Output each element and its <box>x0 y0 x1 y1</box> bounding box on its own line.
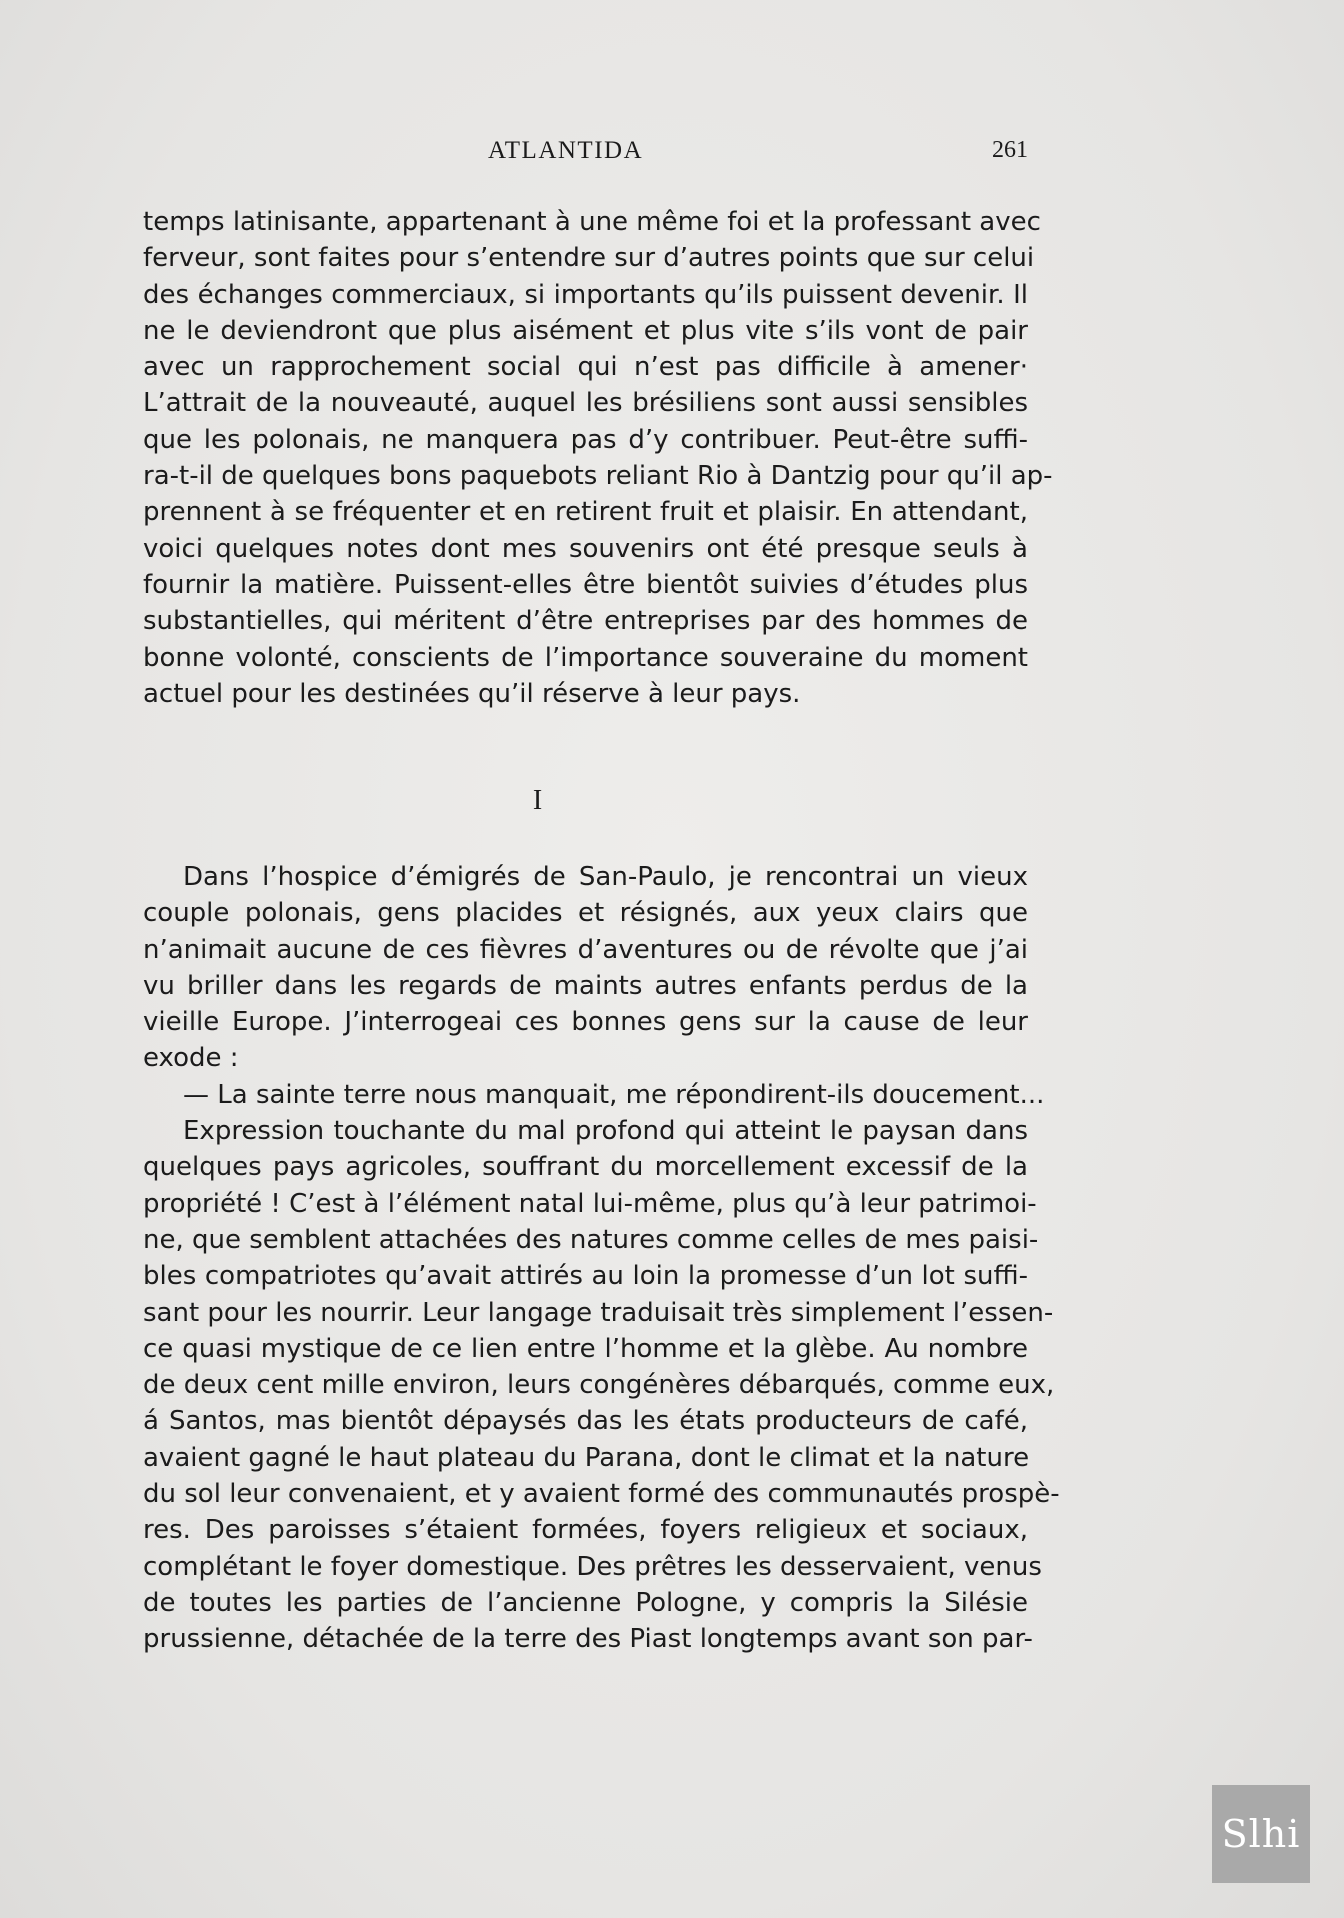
section-number: I <box>532 785 543 816</box>
text-line: ra-t-il de quelques bons paquebots reliant Rio à Dantzig pour qu’il ap- <box>143 461 1053 492</box>
text-line: quelques pays agricoles, souffrant du morcellement excessif de la <box>143 1152 1028 1183</box>
text-line: ne, que semblent attachées des natures comme celles de mes paisi- <box>143 1224 1039 1255</box>
text-line: exode : <box>143 1043 239 1074</box>
text-line: actuel pour les destinées qu’il réserve à leur pays. <box>143 678 801 709</box>
text-line: ce quasi mystique de ce lien entre l’homme et la glèbe. Au nombre <box>143 1333 1028 1364</box>
page-number: 261 <box>992 137 1028 163</box>
text-line: voici quelques notes dont mes souvenirs ont été presque seuls à <box>143 533 1028 564</box>
text-line: L’attrait de la nouveauté, auquel les brésiliens sont aussi sensibles <box>143 388 1028 419</box>
text-line: avaient gagné le haut plateau du Parana, dont le climat et la nature <box>143 1442 1030 1473</box>
text-line: des échanges commerciaux, si importants qu’ils puissent devenir. Il <box>143 279 1028 310</box>
watermark-logo: Slhi <box>1212 1785 1310 1883</box>
text-line: bles compatriotes qu’avait attirés au loin la promesse d’un lot suffi- <box>143 1261 1028 1292</box>
text-line: substantielles, qui méritent d’être entreprises par des hommes de <box>143 606 1028 637</box>
text-line: ne le deviendront que plus aisément et plus vite s’ils vont de pair <box>143 315 1028 346</box>
text-line: vu briller dans les regards de maints autres enfants perdus de la <box>143 970 1028 1001</box>
running-title: ATLANTIDA <box>488 137 644 164</box>
text-line: ferveur, sont faites pour s’entendre sur d’autres points que sur celui <box>143 243 1035 274</box>
text-line: n’animait aucune de ces fièvres d’aventures ou de révolte que j’ai <box>143 934 1028 965</box>
text-line: Dans l’hospice d’émigrés de San-Paulo, je rencontrai un vieux <box>183 862 1028 892</box>
text-line: vieille Europe. J’interrogeai ces bonnes gens sur la cause de leur <box>143 1007 1028 1038</box>
text-line: couple polonais, gens placides et résignés, aux yeux clairs que <box>143 898 1028 929</box>
text-line: bonne volonté, conscients de l’importance souveraine du moment <box>143 642 1028 673</box>
text-line: que les polonais, ne manquera pas d’y contribuer. Peut-être suffi- <box>143 424 1028 455</box>
text-line: prussienne, détachée de la terre des Piast longtemps avant son par- <box>143 1624 1033 1655</box>
text-line: avec un rapprochement social qui n’est pas difficile à amener· <box>143 352 1028 383</box>
text-line: complétant le foyer domestique. Des prêtres les desservaient, venus <box>143 1551 1042 1582</box>
text-line: res. Des paroisses s’étaient formées, foyers religieux et sociaux, <box>143 1515 1028 1546</box>
text-line: propriété ! C’est à l’élément natal lui-même, plus qu’à leur patrimoi- <box>143 1188 1037 1219</box>
text-line: temps latinisante, appartenant à une même foi et la professant avec <box>143 207 1041 237</box>
text-line: prennent à se fréquenter et en retirent fruit et plaisir. En attendant, <box>143 497 1028 528</box>
text-line: de deux cent mille environ, leurs congénères débarqués, comme eux, <box>143 1370 1055 1401</box>
text-line: sant pour les nourrir. Leur langage traduisait très simplement l’essen- <box>143 1297 1054 1328</box>
text-line: Expression touchante du mal profond qui atteint le paysan dans <box>183 1116 1028 1147</box>
text-line: fournir la matière. Puissent-elles être bientôt suivies d’études plus <box>143 569 1028 600</box>
page-header <box>143 137 1028 177</box>
dialogue-line: — La sainte terre nous manquait, me répondirent-ils doucement... <box>183 1079 1045 1110</box>
text-line: á Santos, mas bientôt dépaysés das les états producteurs de café, <box>143 1406 1028 1437</box>
paragraph-1 <box>143 204 1053 712</box>
paragraph-2 <box>143 859 1060 1658</box>
text-line: du sol leur convenaient, et y avaient formé des communautés prospè- <box>143 1479 1060 1510</box>
text-line: de toutes les parties de l’ancienne Pologne, y compris la Silésie <box>143 1587 1028 1618</box>
